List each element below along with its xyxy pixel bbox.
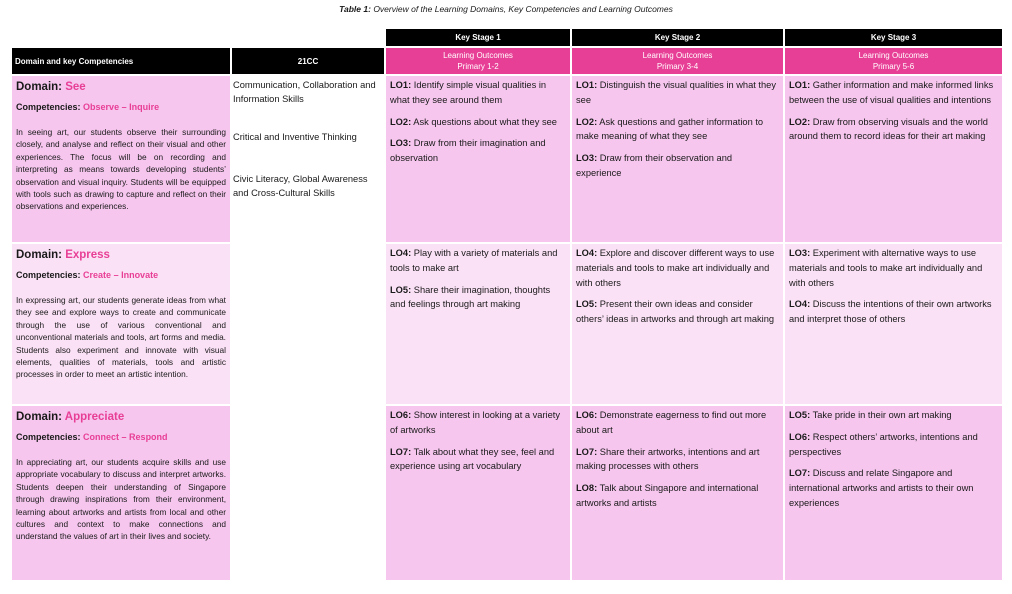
- ks1-outcomes-cell: [385, 405, 571, 581]
- learning-outcome: LO3: Draw from their observation and experience: [576, 153, 733, 178]
- ks2-outcomes-header: [571, 47, 784, 75]
- learning-outcome: LO6: Demonstrate eagerness to find out more about art: [576, 410, 767, 435]
- header-spacer: [11, 28, 231, 47]
- domain-description: In appreciating art, our students acquire skills and use appropriate vocabulary to discuss and interpret artworks. Students deepen their understanding of Singapore through drawing inspirations from their environment, learning about artworks and artists from local and other cultures and context to make connections and understand the values of art in their lives and society.: [16, 457, 226, 542]
- stage-header-3: Key Stage 3: [784, 28, 1003, 47]
- ks3-outcomes-cell: [784, 405, 1003, 581]
- competencies: Competencies: Observe – Inquire: [16, 102, 160, 112]
- header-spacer: [231, 28, 385, 47]
- domain-title: Domain: Express: [16, 249, 110, 261]
- learning-outcome: LO1: Identify simple visual qualities in what they see around them: [390, 80, 547, 105]
- learning-outcome: LO5: Present their own ideas and consider others’ ideas in artworks and through art making: [576, 299, 775, 325]
- ks2-outcomes-cell: [571, 75, 784, 243]
- domain-title: Domain: Appreciate: [16, 411, 125, 423]
- learning-outcome: LO5: Share their imagination, thoughts and feelings through art making: [390, 284, 551, 310]
- ks1-outcomes-cell: [385, 243, 571, 405]
- domain-cell: [11, 405, 231, 581]
- caption-label: Table 1:: [339, 4, 371, 14]
- domain-row-express: [11, 243, 1003, 405]
- learning-outcome: LO4: Play with a variety of materials and tools to make art: [390, 248, 558, 273]
- competencies: Competencies: Connect – Respond: [16, 432, 168, 442]
- cc-item: Critical and Inventive Thinking: [233, 132, 357, 142]
- learning-outcomes-table: [10, 27, 1004, 582]
- stage-header-2: Key Stage 2: [571, 28, 784, 47]
- learning-outcome: LO8: Talk about Singapore and international artworks and artists: [576, 483, 759, 508]
- learning-outcome: LO6: Respect others’ artworks, intentions and perspectives: [789, 431, 978, 457]
- level-label: Primary 5-6: [872, 62, 915, 71]
- cc-item: Civic Literacy, Global Awareness and Cross-Cultural Skills: [233, 174, 368, 198]
- competencies: Competencies: Create – Innovate: [16, 270, 159, 280]
- ks3-outcomes-cell: [784, 75, 1003, 243]
- ks2-outcomes-cell: [571, 405, 784, 581]
- learning-outcome: LO3: Draw from their imagination and observation: [390, 138, 546, 164]
- ks1-outcomes-cell: [385, 75, 571, 243]
- learning-outcome: LO2: Ask questions and gather information to make meaning of what they see: [576, 116, 764, 142]
- learning-outcome: LO4: Explore and discover different ways to use materials and tools to make art individually and with others: [576, 248, 775, 288]
- domain-row-appreciate: [11, 405, 1003, 581]
- learning-outcome: LO3: Experiment with alternative ways to use materials and tools to make art individually and with others: [789, 248, 983, 288]
- learning-outcome: LO6: Show interest in looking at a variety of artworks: [390, 410, 561, 435]
- ks3-outcomes-cell: [784, 243, 1003, 405]
- domain-description: In seeing art, our students observe their surrounding closely, and analyse and reflect on their visual and other experiences. The focus will be on recording and interpreting as means towards developing students’ observation and visual inquiry. Students will be equipped with tools such as drawing to capture and reflect on their observations and experiences.: [16, 127, 226, 212]
- ks3-outcomes-header: [784, 47, 1003, 75]
- domain-cell: [11, 243, 231, 405]
- stage-header-1: Key Stage 1: [385, 28, 571, 47]
- caption-text: Overview of the Learning Domains, Key Competencies and Learning Outcomes: [373, 4, 673, 14]
- domain-cell: [11, 75, 231, 243]
- learning-outcome: LO5: Take pride in their own art making: [789, 410, 952, 420]
- learning-outcome: LO7: Talk about what they see, feel and experience using art vocabulary: [390, 446, 555, 472]
- header-row-stages: [11, 28, 1003, 47]
- cc-column-header: 21CC: [231, 47, 385, 75]
- table-caption: [0, 4, 1012, 14]
- learning-outcome: LO4: Discuss the intentions of their own artworks and interpret those of others: [789, 299, 992, 325]
- domain-row-see: [11, 75, 1003, 243]
- learning-outcome: LO7: Share their artworks, intentions and art making processes with others: [576, 446, 760, 472]
- level-label: Primary 1-2: [457, 62, 499, 71]
- level-label: Primary 3-4: [656, 62, 699, 71]
- learning-outcome: LO7: Discuss and relate Singapore and international artworks and artists to their own experiences: [789, 468, 974, 508]
- learning-outcome: LO1: Distinguish the visual qualities in what they see: [576, 80, 776, 105]
- learning-outcome: LO2: Draw from observing visuals and the world around them to record ideas for their art making: [789, 116, 988, 142]
- cc-cell: [231, 75, 385, 581]
- header-row-columns: [11, 47, 1003, 75]
- ks1-outcomes-header: [385, 47, 571, 75]
- learning-outcome: LO1: Gather information and make informed links between the use of visual qualities and intentions: [789, 80, 994, 105]
- cc-item: Communication, Collaboration and Information Skills: [233, 80, 376, 104]
- domain-column-header: Domain and key Competencies: [11, 47, 231, 75]
- learning-outcome: LO2: Ask questions about what they see: [390, 116, 557, 127]
- outcomes-label: Learning Outcomes: [642, 51, 713, 60]
- outcomes-label: Learning Outcomes: [443, 51, 513, 60]
- domain-title: Domain: See: [16, 81, 86, 93]
- ks2-outcomes-cell: [571, 243, 784, 405]
- outcomes-label: Learning Outcomes: [858, 51, 929, 60]
- domain-description: In expressing art, our students generate ideas from what they see and explore ways to create and communicate through the use of various conventional and unconventional materials and tools, art forms and media. Students also experiment and innovate with visual elements, qualities of materials, tools and artistic processes in order to meet an artistic intention.: [16, 295, 226, 380]
